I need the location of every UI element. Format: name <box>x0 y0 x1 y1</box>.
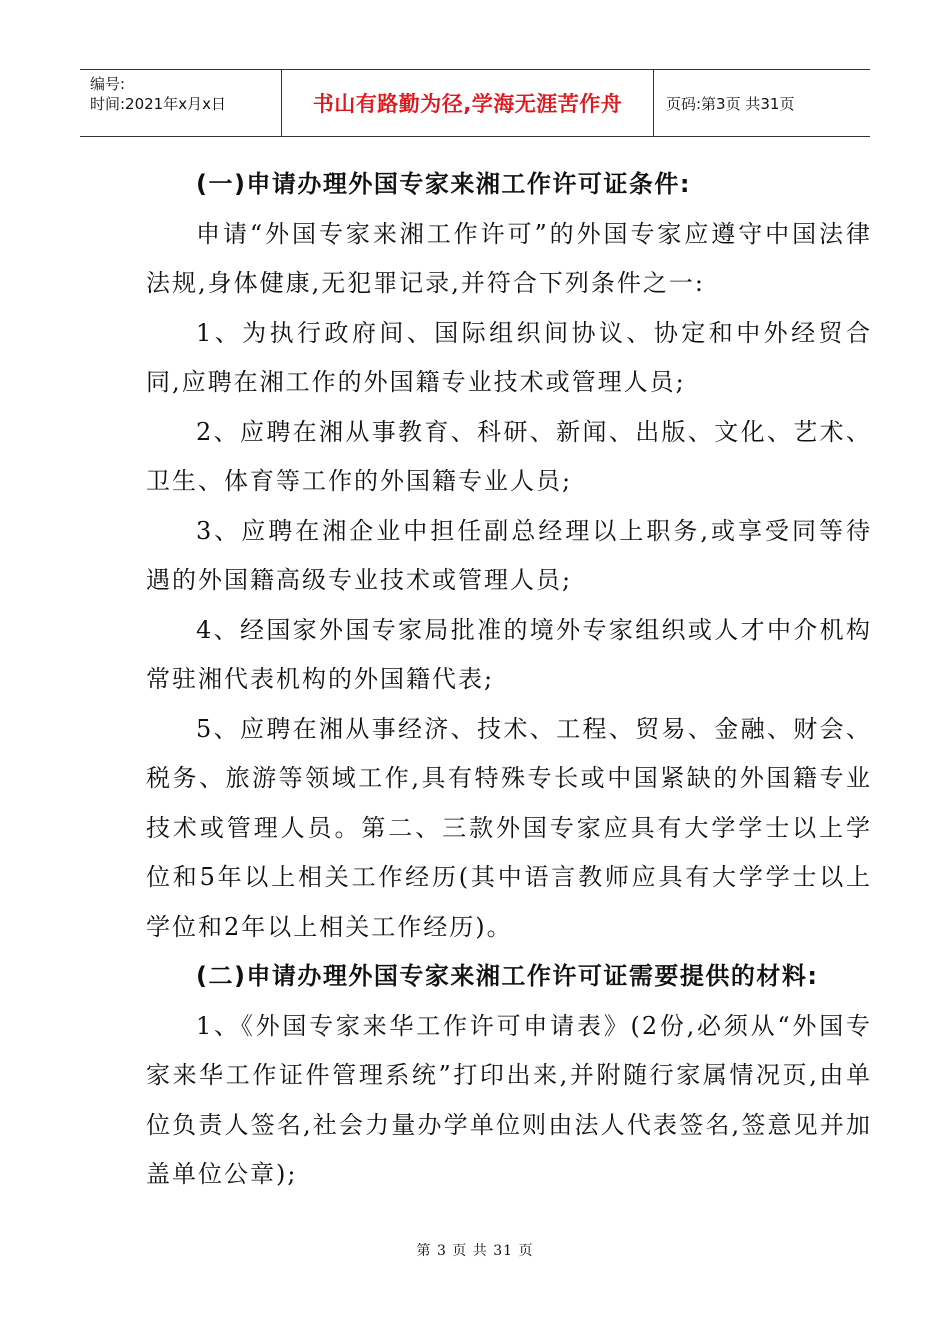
page-header <box>80 69 870 137</box>
paragraph-item-2: 2、应聘在湘从事教育、科研、新闻、出版、文化、艺术、卫生、体育等工作的外国籍专业人员; <box>146 417 872 495</box>
serial-number-label: 编号: <box>90 75 126 93</box>
paragraph-item-1: 1、为执行政府间、国际组织间协议、协定和中外经贸合同,应聘在湘工作的外国籍专业技术或管理人员; <box>146 318 872 396</box>
section-heading-2: (二)申请办理外国专家来湘工作许可证需要提供的材料: <box>196 962 819 990</box>
paragraph-material-1: 1、《外国专家来华工作许可申请表》(2份,必须从“外国专家来华工作证件管理系统”打印出来,并附随行家属情况页,由单位负责人签名,社会力量办学单位则由法人代表签名,签意见并加盖单位公章); <box>146 1011 872 1188</box>
section-heading-1: (一)申请办理外国专家来湘工作许可证条件: <box>196 170 692 198</box>
header-meta <box>80 70 282 136</box>
page-footer: 第 3 页 共 31 页 <box>416 1243 534 1259</box>
date-label: 时间:2021年x月x日 <box>90 95 226 113</box>
header-page-info: 页码:第3页 共31页 <box>666 94 795 113</box>
document-body <box>146 160 872 1200</box>
header-motto: 书山有路勤为径,学海无涯苦作舟 <box>282 70 654 136</box>
paragraph-item-4: 4、经国家外国专家局批准的境外专家组织或人才中介机构常驻湘代表机构的外国籍代表; <box>146 615 872 693</box>
paragraph-item-5: 5、应聘在湘从事经济、技术、工程、贸易、金融、财会、税务、旅游等领域工作,具有特殊专长或中国紧缺的外国籍专业技术或管理人员。第二、三款外国专家应具有大学学士以上学位和5年以上相关工作经历(其中语言教师应具有大学学士以上学位和2年以上相关工作经历)。 <box>146 714 872 941</box>
paragraph-intro: 申请“外国专家来湘工作许可”的外国专家应遵守中国法律法规,身体健康,无犯罪记录,并符合下列条件之一: <box>146 219 872 297</box>
paragraph-item-3: 3、应聘在湘企业中担任副总经理以上职务,或享受同等待遇的外国籍高级专业技术或管理人员; <box>146 516 872 594</box>
